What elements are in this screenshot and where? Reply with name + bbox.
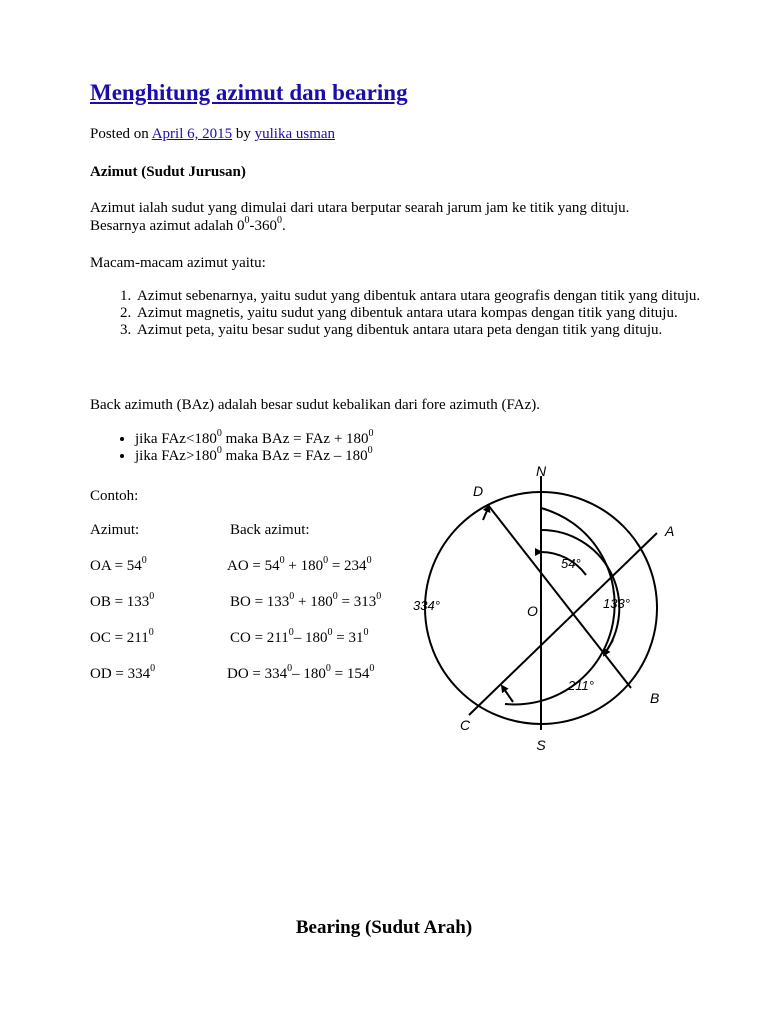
label-north: N	[535, 463, 547, 479]
posted-prefix: Posted on	[90, 126, 149, 142]
example-right: DO = $334^0-$ $180^0 = 154^0$	[227, 663, 375, 682]
list-item: 3. Azimut peta, yaitu besar sudut yang dibentuk antara utara peta dengan titik yang dituju.	[135, 322, 725, 339]
azimuth-diagram	[405, 458, 695, 758]
example-right: CO = $211^0-$ $180^0 = 31^0$	[230, 627, 369, 646]
example-right: AO = $54^0 + 180^0 = 234^0$	[227, 555, 372, 574]
label-point-b: B	[650, 690, 660, 706]
author-link[interactable]: yulika usman	[254, 126, 336, 142]
list-item: 2. Azimut magnetis, yaitu sudut yang dibentuk antara utara kompas dengan titik yang dituju.	[135, 305, 725, 322]
label-origin: O	[527, 603, 538, 619]
label-angle-54: 54°	[561, 556, 581, 571]
example-right: BO = $133^0 + 180^0 = 313^0$	[230, 591, 382, 610]
post-title-link[interactable]: Menghitung azimut dan bearing	[90, 80, 408, 105]
example-left: OB = $133^0$	[90, 591, 155, 610]
intro-line-2: Besarnya azimut adalah $0^0-360^0$.	[90, 215, 286, 234]
arc-211	[505, 508, 615, 704]
label-angle-211: 211°	[568, 678, 594, 693]
example-left: OD = $334^0$	[90, 663, 156, 682]
label-south: S	[536, 737, 546, 753]
label-point-a: A	[665, 523, 675, 539]
label-angle-133: 133°	[603, 596, 630, 611]
list-item: 1. Azimut sebenarnya, yaitu sudut yang dibentuk antara utara geografis dengan titik yang dituju.	[135, 288, 725, 305]
intro-line-1: Azimut ialah sudut yang dimulai dari utara berputar searah jarum jam ke titik yang dituju.	[90, 200, 630, 216]
azimuth-types-list	[90, 288, 725, 339]
post-meta	[90, 126, 335, 143]
label-point-d: D	[473, 483, 484, 499]
list-item: • jika $FAz<180^0$ maka BAz = FAz + $180^0$	[135, 431, 374, 448]
back-azimuth-paragraph: Back azimuth (BAz) adalah besar sudut kebalikan dari fore azimuth (FAz).	[90, 397, 540, 413]
label-angle-334: 334°	[413, 598, 440, 613]
label-point-c: C	[460, 717, 471, 733]
arrow-211	[502, 686, 513, 702]
intro-paragraph	[90, 199, 629, 235]
section-heading: Azimut (Sudut Jurusan)	[90, 164, 246, 180]
post-title	[90, 80, 408, 106]
col-header-azimut: Azimut:	[90, 522, 140, 538]
bearing-heading: Bearing (Sudut Arah)	[295, 917, 473, 938]
by-text: by	[235, 126, 251, 142]
types-heading: Macam-macam azimut yaitu:	[90, 255, 266, 271]
example-left: OA = $54^0$	[90, 555, 147, 574]
rules-list	[90, 428, 374, 465]
col-header-back: Back azimut:	[230, 522, 310, 538]
post-date-link[interactable]: April 6, 2015	[151, 126, 233, 142]
example-left: OC = $211^0$	[90, 627, 154, 646]
list-item: • jika $FAz>180^0$ maka BAz = FAz – $180^0$	[135, 448, 374, 465]
example-label: Contoh:	[90, 488, 139, 504]
